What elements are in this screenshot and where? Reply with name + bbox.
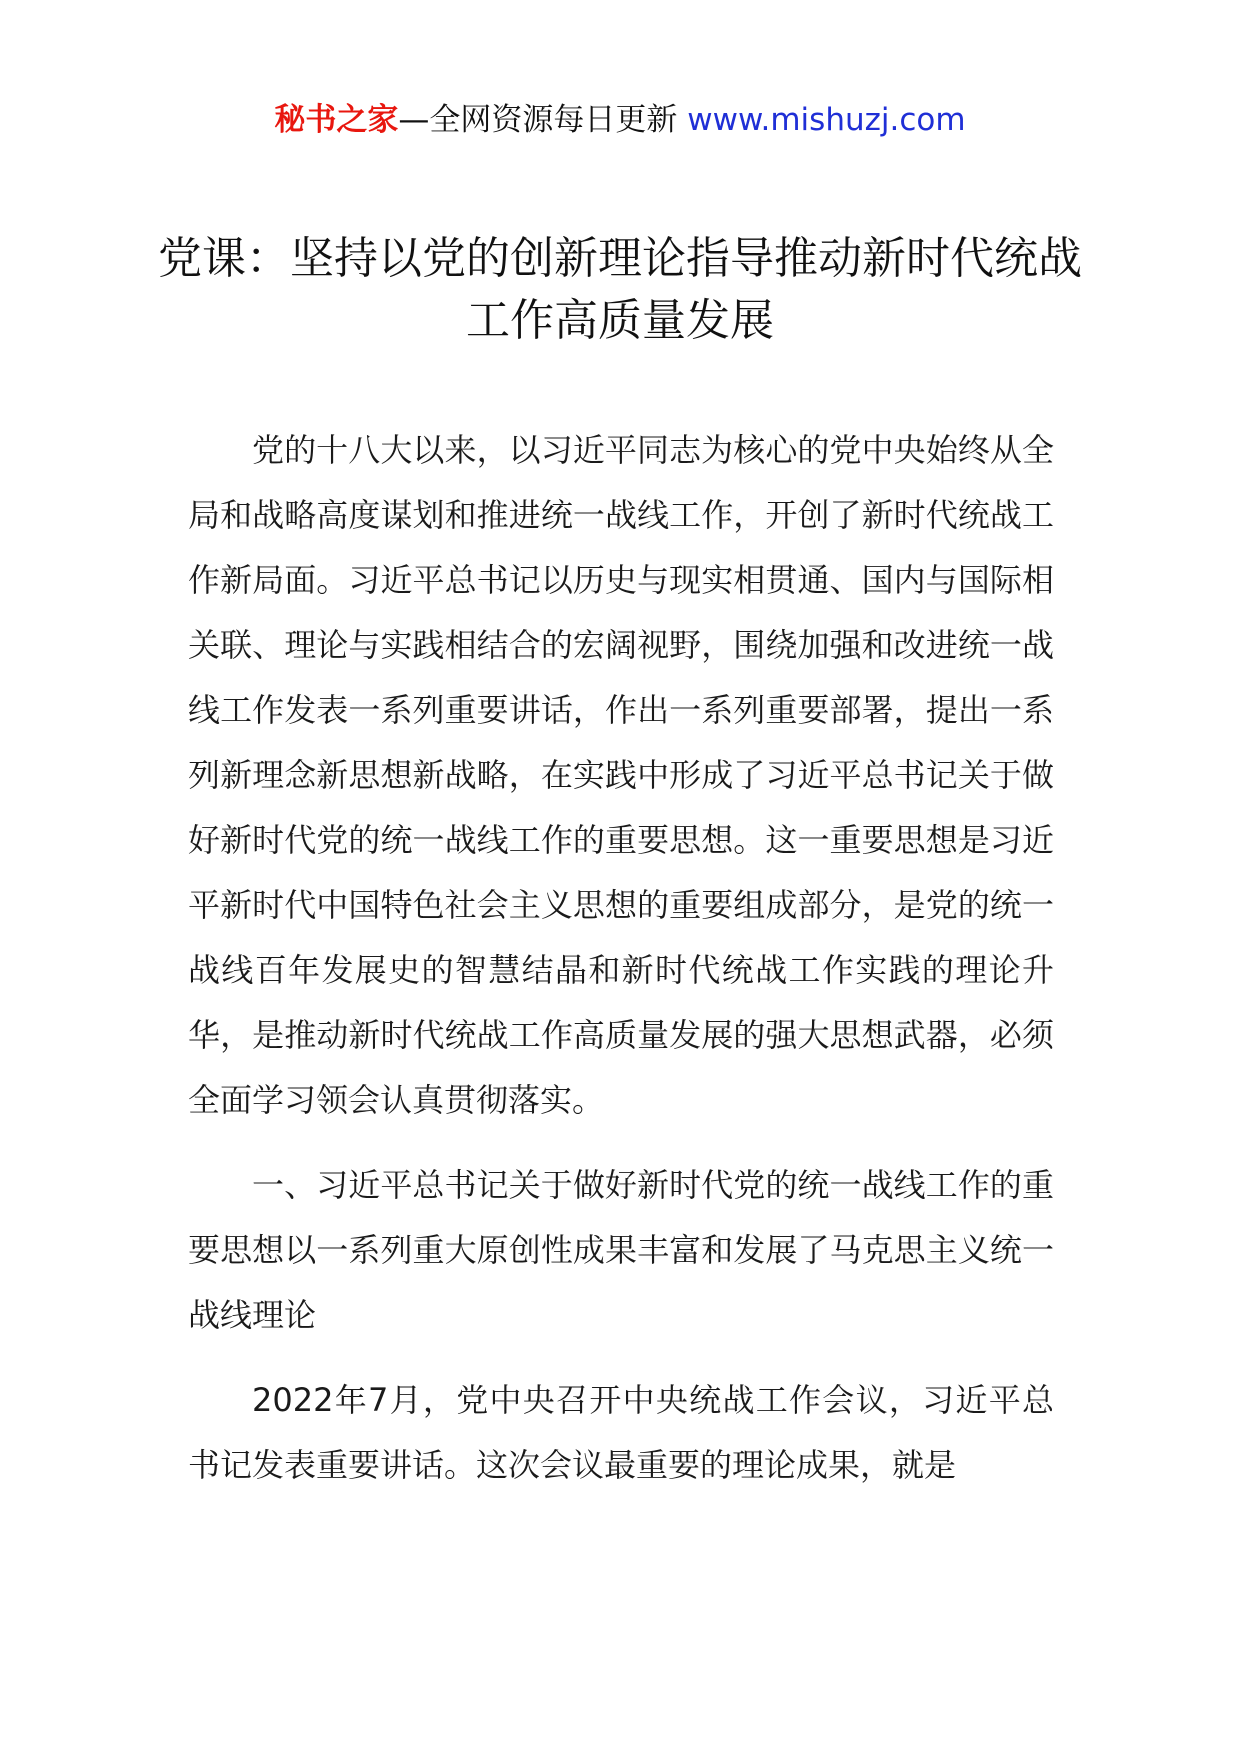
brand-name: 秘书之家 xyxy=(274,102,399,138)
paragraph-section-1: 2022年7月，党中央召开中央统战工作会议，习近平总书记发表重要讲话。这次会议最重要的理论成果，就是 xyxy=(188,1381,1054,1484)
header-slogan: —全网资源每日更新 xyxy=(398,102,678,138)
document-title: 党课：坚持以党的创新理论指导推动新时代统战工作高质量发展 xyxy=(158,233,1082,346)
section-heading-1: 一、习近平总书记关于做好新时代党的统一战线工作的重要思想以一系列重大原创性成果丰富和发展了马克思主义统一战线理论 xyxy=(188,1166,1054,1334)
paragraph-intro: 党的十八大以来，以习近平同志为核心的党中央始终从全局和战略高度谋划和推进统一战线工作，开创了新时代统战工作新局面。习近平总书记以历史与现实相贯通、国内与国际相关联、理论与实践相结合的宏阔视野，围绕加强和改进统一战线工作发表一系列重要讲话，作出一系列重要部署，提出一系列新理念新思想新战略，在实践中形成了习近平总书记关于做好新时代党的统一战线工作的重要思想。这一重要思想是习近平新时代中国特色社会主义思想的重要组成部分，是党的统一战线百年发展史的智慧结晶和新时代统战工作实践的理论升华，是推动新时代统战工作高质量发展的强大思想武器，必须全面学习领会认真贯彻落实。 xyxy=(188,431,1054,1119)
site-url-link[interactable]: www.mishuzj.com xyxy=(687,102,966,138)
page-header xyxy=(0,100,1240,140)
document-body xyxy=(188,418,1054,1498)
